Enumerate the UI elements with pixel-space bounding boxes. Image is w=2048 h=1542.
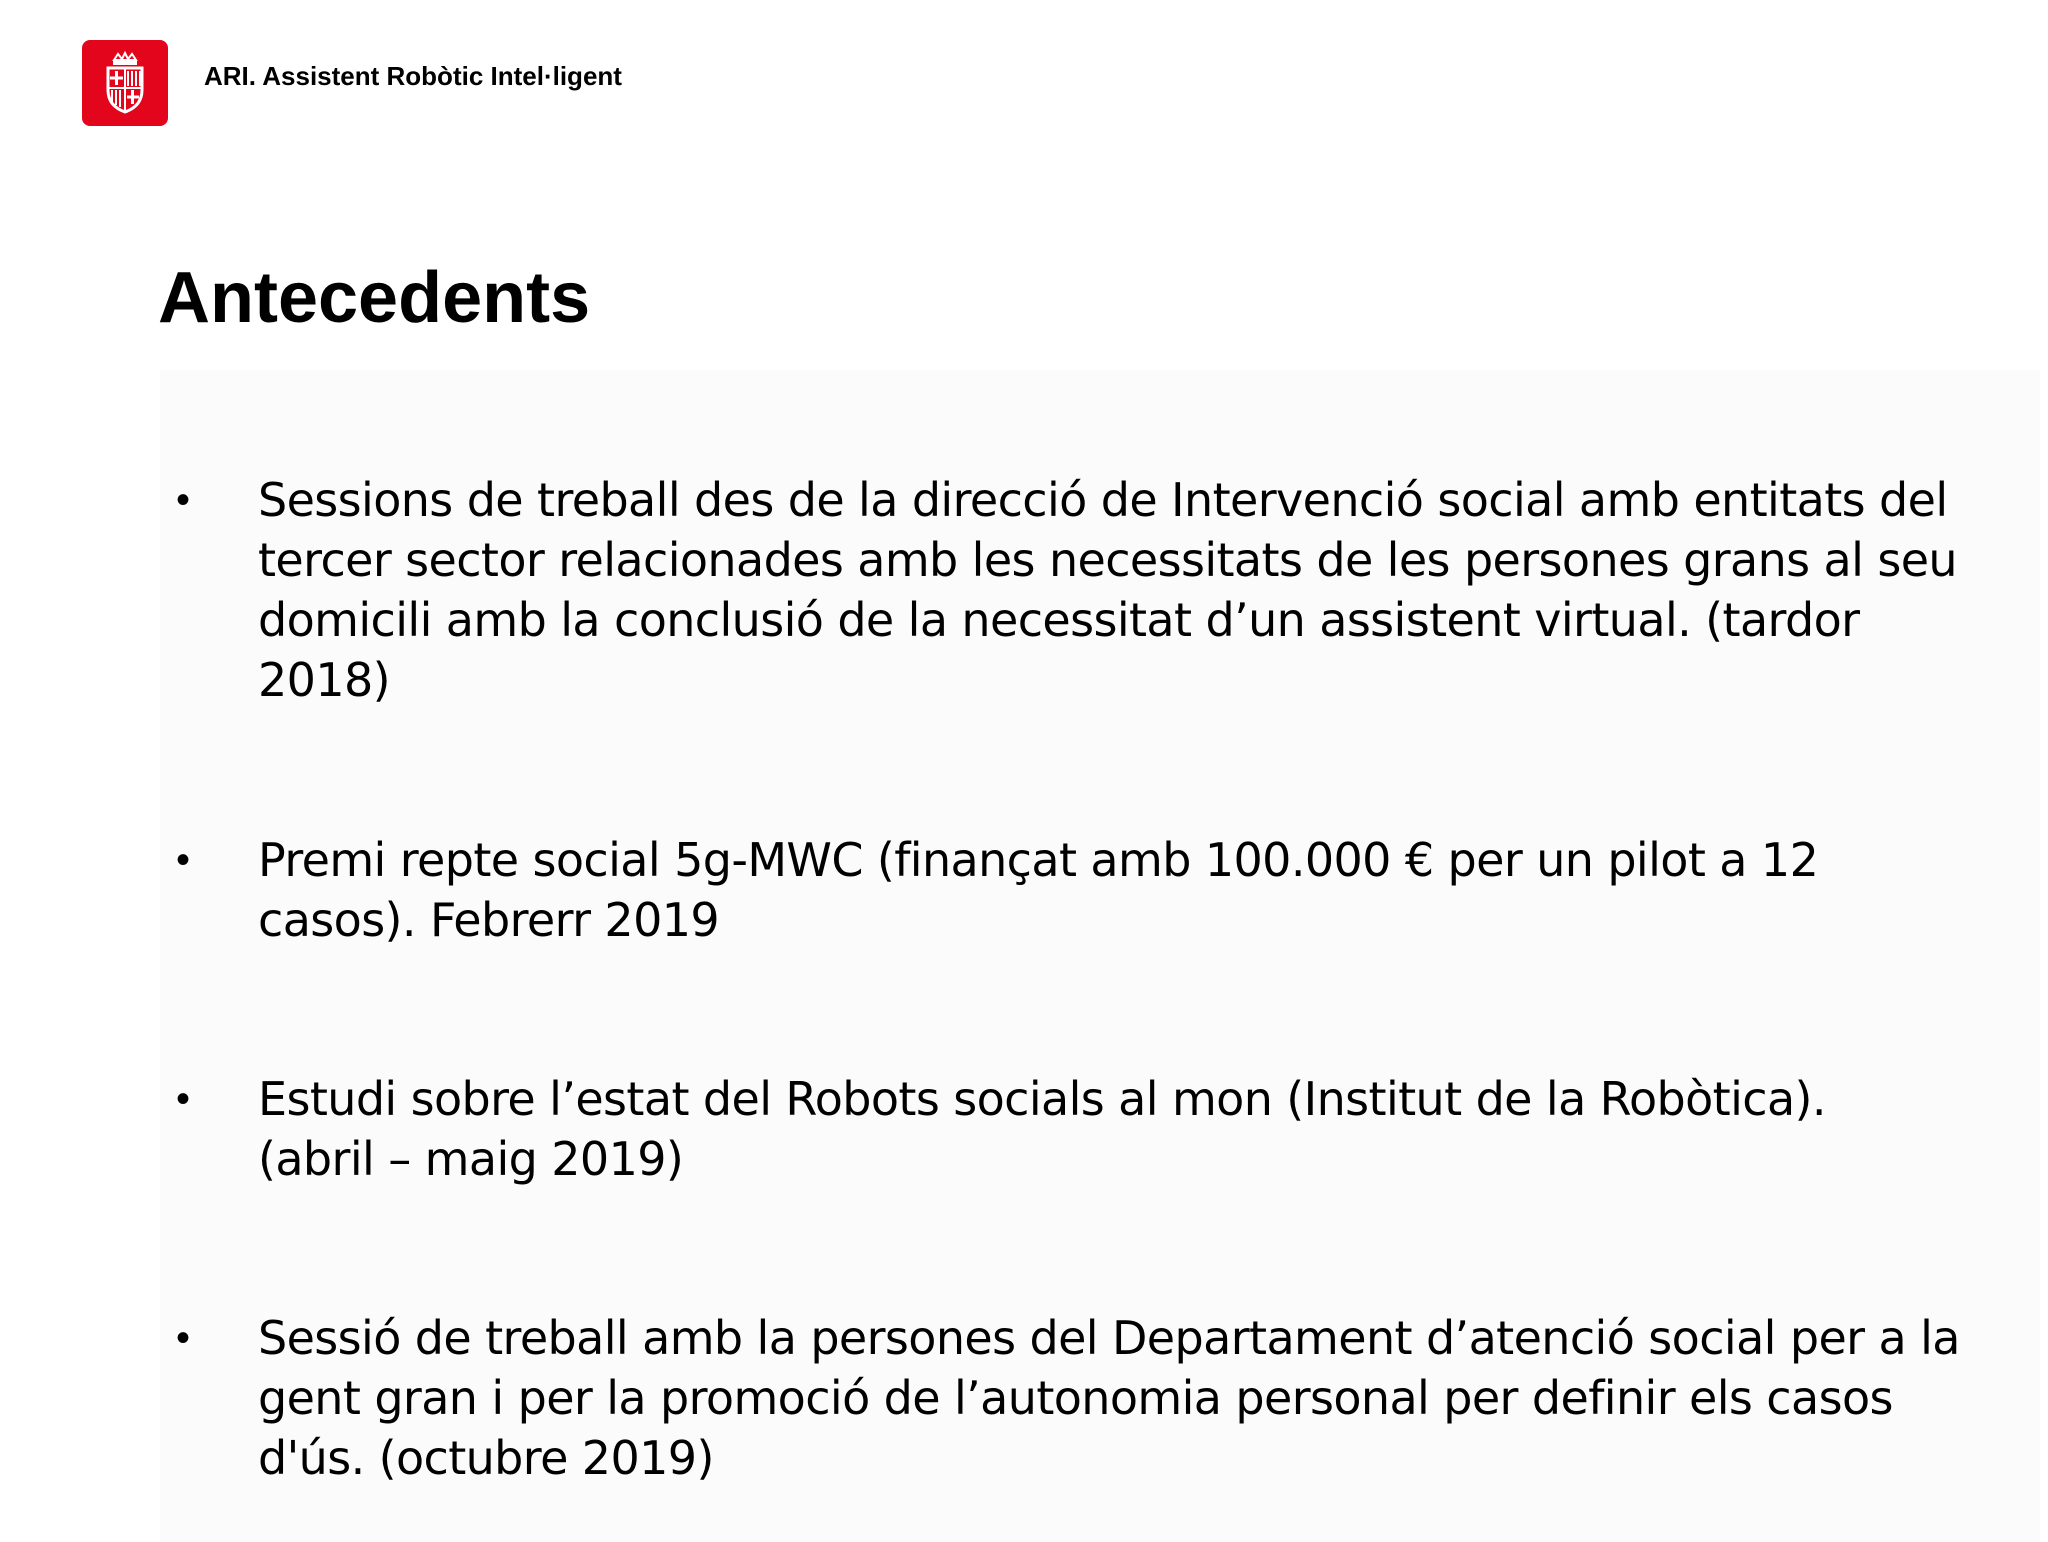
bullet-marker: • <box>176 838 191 882</box>
bullet-text <box>258 1069 1996 1189</box>
bullet-line: (abril – maig 2019) <box>258 1132 684 1186</box>
header-title: ARI. Assistent Robòtic Intel·ligent <box>204 61 622 91</box>
bullet-line: 2018) <box>258 653 391 707</box>
bullet-item <box>176 1069 1996 1189</box>
bullet-line: domicili amb la conclusió de la necessitat d’un assistent virtual. (tardor <box>258 593 1860 647</box>
bullet-line: tercer sector relacionades amb les necessitats de les persones grans al seu <box>258 533 1957 587</box>
bullet-text <box>258 830 1996 950</box>
bullet-line: gent gran i per la promoció de l’autonomia personal per definir els casos <box>258 1371 1893 1425</box>
bullet-line: Estudi sobre l’estat del Robots socials al mon (Institut de la Robòtica). <box>258 1072 1826 1126</box>
bullet-item <box>176 470 1996 710</box>
bullet-line: Sessió de treball amb la persones del Departament d’atenció social per a la <box>258 1311 1960 1365</box>
bullet-line: Sessions de treball des de la direcció de Intervenció social amb entitats del <box>258 473 1948 527</box>
bullet-item <box>176 830 1996 950</box>
bullet-line: casos). Febrerr 2019 <box>258 893 720 947</box>
bullet-marker: • <box>176 1077 191 1121</box>
slide-title: Antecedents <box>158 258 591 338</box>
bullet-marker: • <box>176 1316 191 1360</box>
bullet-line: Premi repte social 5g-MWC (finançat amb 100.000 € per un pilot a 12 <box>258 833 1819 887</box>
bullet-line: d'ús. (octubre 2019) <box>258 1431 714 1485</box>
bullet-text <box>258 1308 1996 1488</box>
bullet-item <box>176 1308 1996 1488</box>
bullet-marker: • <box>176 478 191 522</box>
bullet-text <box>258 470 1996 710</box>
